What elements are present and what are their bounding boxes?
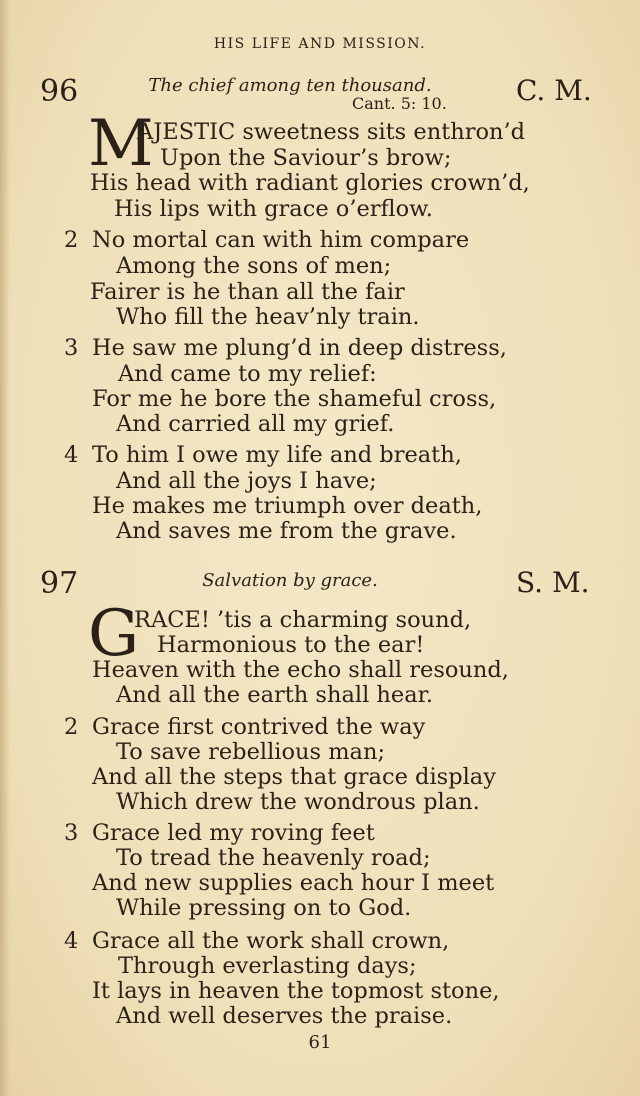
verse-number: 4 (64, 928, 79, 954)
verse-line: To tread the heavenly road; (116, 845, 431, 871)
verse-line: AJESTIC sweetness sits enthron’d (137, 119, 526, 145)
verse-line: His head with radiant glories crown’d, (90, 170, 530, 196)
verse-line: To save rebellious man; (116, 739, 386, 765)
verse-line: And all the joys I have; (116, 468, 377, 494)
hymn-title: The chief among ten thousand. (148, 75, 432, 96)
verse-line: For me he bore the shameful cross, (92, 386, 497, 412)
verse-line: Upon the Saviour’s brow; (160, 145, 452, 171)
verse-line: He saw me plung’d in deep distress, (92, 335, 507, 361)
verse-line: His lips with grace o’erflow. (114, 196, 433, 222)
verse-line: Grace led my roving feet (92, 820, 375, 846)
verse-line: Heaven with the echo shall resound, (92, 657, 509, 683)
verse-line: And all the steps that grace display (92, 764, 496, 790)
verse-line: Grace all the work shall crown, (92, 928, 450, 954)
verse-line: Fairer is he than all the fair (90, 279, 405, 305)
drop-cap: G (88, 597, 140, 671)
verse-line: Who fill the heav’nly train. (116, 304, 420, 330)
verse-number: 4 (64, 442, 79, 468)
hymn-reference: Cant. 5: 10. (352, 94, 447, 113)
hymn-number: 97 (40, 566, 79, 601)
verse-line: He makes me triumph over death, (92, 493, 483, 519)
verse-line: No mortal can with him compare (92, 227, 470, 253)
verse-number: 3 (64, 335, 79, 361)
spine-shadow (0, 0, 10, 1096)
verse-line: Among the sons of men; (116, 253, 392, 279)
verse-line: It lays in heaven the topmost stone, (92, 978, 500, 1004)
hymn-meter: C. M. (516, 74, 592, 107)
verse-number: 2 (64, 714, 79, 740)
verse-line: Grace first contrived the way (92, 714, 426, 740)
verse-line: And saves me from the grave. (116, 518, 457, 544)
verse-line: Harmonious to the ear! (157, 632, 425, 658)
verse-line: And new supplies each hour I meet (92, 870, 495, 896)
verse-line: While pressing on to God. (116, 895, 412, 921)
hymn-number: 96 (40, 74, 79, 109)
running-head: HIS LIFE AND MISSION. (213, 36, 427, 52)
verse-line: And came to my relief: (118, 361, 377, 387)
verse-line: Which drew the wondrous plan. (116, 789, 480, 815)
verse-line: Through everlasting days; (118, 953, 417, 979)
verse-number: 3 (64, 820, 79, 846)
verse-line: And carried all my grief. (116, 411, 395, 437)
verse-line: And all the earth shall hear. (116, 682, 434, 708)
hymn-title: Salvation by grace. (202, 570, 378, 591)
verse-line: And well deserves the praise. (116, 1003, 453, 1029)
drop-cap: M (88, 107, 154, 181)
verse-number: 2 (64, 227, 79, 253)
page-number: 61 (308, 1032, 332, 1053)
hymn-meter: S. M. (516, 566, 590, 599)
verse-line: RACE! ’tis a charming sound, (134, 607, 472, 633)
verse-line: To him I owe my life and breath, (92, 442, 462, 468)
